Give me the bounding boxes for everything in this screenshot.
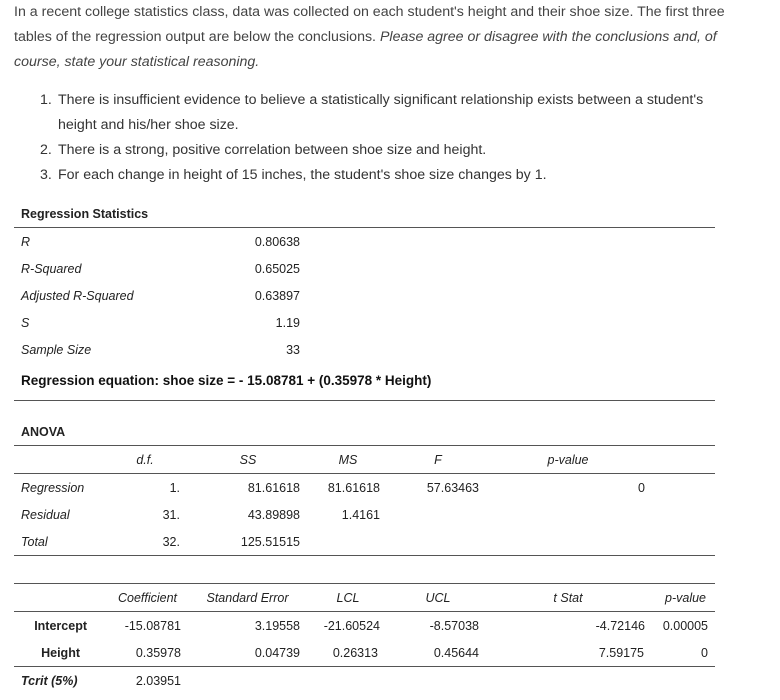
coef-row-label: Height <box>41 646 80 660</box>
anova-cell-df: 31. <box>162 508 180 522</box>
list-text: For each change in height of 15 inches, the student's shoe size changes by 1. <box>58 167 547 183</box>
coef-cell-ucl: 0.45644 <box>433 646 479 660</box>
coef-header-ucl: UCL <box>425 591 451 605</box>
coef-cell-pvalue: 0.00005 <box>662 619 708 633</box>
coef-header-lcl: LCL <box>336 591 360 605</box>
stat-label: R-Squared <box>21 262 82 276</box>
coef-header-tstat: t Stat <box>553 591 583 605</box>
stat-value: 0.80638 <box>254 235 300 249</box>
tcrit-label: Tcrit (5%) <box>21 674 78 688</box>
coef-cell-tstat: -4.72146 <box>595 619 645 633</box>
anova-cell-df: 32. <box>162 535 180 549</box>
anova-header-ms: MS <box>338 453 358 467</box>
list-text: There is insufficient evidence to believe a statistically significant relationship exists between a student's height and his/her shoe size. <box>58 92 704 133</box>
anova-cell-df: 1. <box>169 481 180 495</box>
stat-label: R <box>21 235 31 249</box>
stat-value: 33 <box>286 343 300 357</box>
anova-cell-ms: 1.4161 <box>341 508 380 522</box>
stat-label: Sample Size <box>21 343 92 357</box>
intro-text: In a recent college statistics class, data was collected on each student's height and their shoe size. The first three tables of the regression output are below the conclusions. <box>14 4 725 45</box>
divider <box>14 611 715 612</box>
coef-row-label: Intercept <box>34 619 87 633</box>
list-number: 3. <box>40 167 52 183</box>
anova-row-label: Regression <box>21 481 85 495</box>
anova-header-ss: SS <box>239 453 257 467</box>
list-item <box>40 88 740 138</box>
regression-statistics-title: Regression Statistics <box>21 207 149 221</box>
stat-value: 1.19 <box>275 316 300 330</box>
conclusions-list <box>40 88 740 188</box>
stat-value: 0.63897 <box>254 289 300 303</box>
anova-cell-ss: 125.51515 <box>240 535 300 549</box>
anova-cell-ss: 43.89898 <box>247 508 300 522</box>
divider <box>14 473 715 474</box>
coef-cell-standard-error: 3.19558 <box>254 619 300 633</box>
intro-instruction: Please agree or disagree with the conclusions and, of course, state your statistical reasoning. <box>14 29 717 70</box>
list-number: 1. <box>40 92 52 108</box>
coef-cell-ucl: -8.57038 <box>429 619 479 633</box>
anova-row-label: Residual <box>21 508 70 522</box>
anova-cell-ss: 81.61618 <box>247 481 300 495</box>
divider <box>14 400 715 401</box>
divider <box>14 583 715 584</box>
list-item <box>40 138 740 163</box>
anova-cell-ms: 81.61618 <box>327 481 380 495</box>
divider <box>14 666 715 667</box>
coef-cell-coefficient: -15.08781 <box>124 619 181 633</box>
coef-cell-standard-error: 0.04739 <box>254 646 300 660</box>
coef-cell-tstat: 7.59175 <box>598 646 644 660</box>
divider <box>14 227 715 228</box>
stat-value: 0.65025 <box>254 262 300 276</box>
anova-header-pvalue: p-value <box>547 453 589 467</box>
tcrit-value: 2.03951 <box>135 674 181 688</box>
list-text: There is a strong, positive correlation between shoe size and height. <box>58 142 487 158</box>
anova-cell-f: 57.63463 <box>426 481 479 495</box>
coef-cell-pvalue: 0 <box>701 646 708 660</box>
intro-paragraph <box>14 0 754 75</box>
anova-header-df: d.f. <box>136 453 154 467</box>
coef-cell-lcl: 0.26313 <box>332 646 378 660</box>
coef-cell-coefficient: 0.35978 <box>135 646 181 660</box>
anova-row-label: Total <box>21 535 48 549</box>
divider <box>14 555 715 556</box>
coef-header-standard-error: Standard Error <box>206 591 289 605</box>
anova-cell-pvalue: 0 <box>638 481 645 495</box>
regression-equation: Regression equation: shoe size = - 15.08781 + (0.35978 * Height) <box>21 373 432 388</box>
list-number: 2. <box>40 142 52 158</box>
coef-header-pvalue: p-value <box>665 591 706 605</box>
divider <box>14 445 715 446</box>
anova-header-f: F <box>434 453 442 467</box>
stat-label: S <box>21 316 30 330</box>
stat-label: Adjusted R-Squared <box>21 289 134 303</box>
list-item <box>40 163 740 188</box>
coef-cell-lcl: -21.60524 <box>323 619 380 633</box>
coef-header-coefficient: Coefficient <box>117 591 178 605</box>
anova-title: ANOVA <box>21 425 66 439</box>
